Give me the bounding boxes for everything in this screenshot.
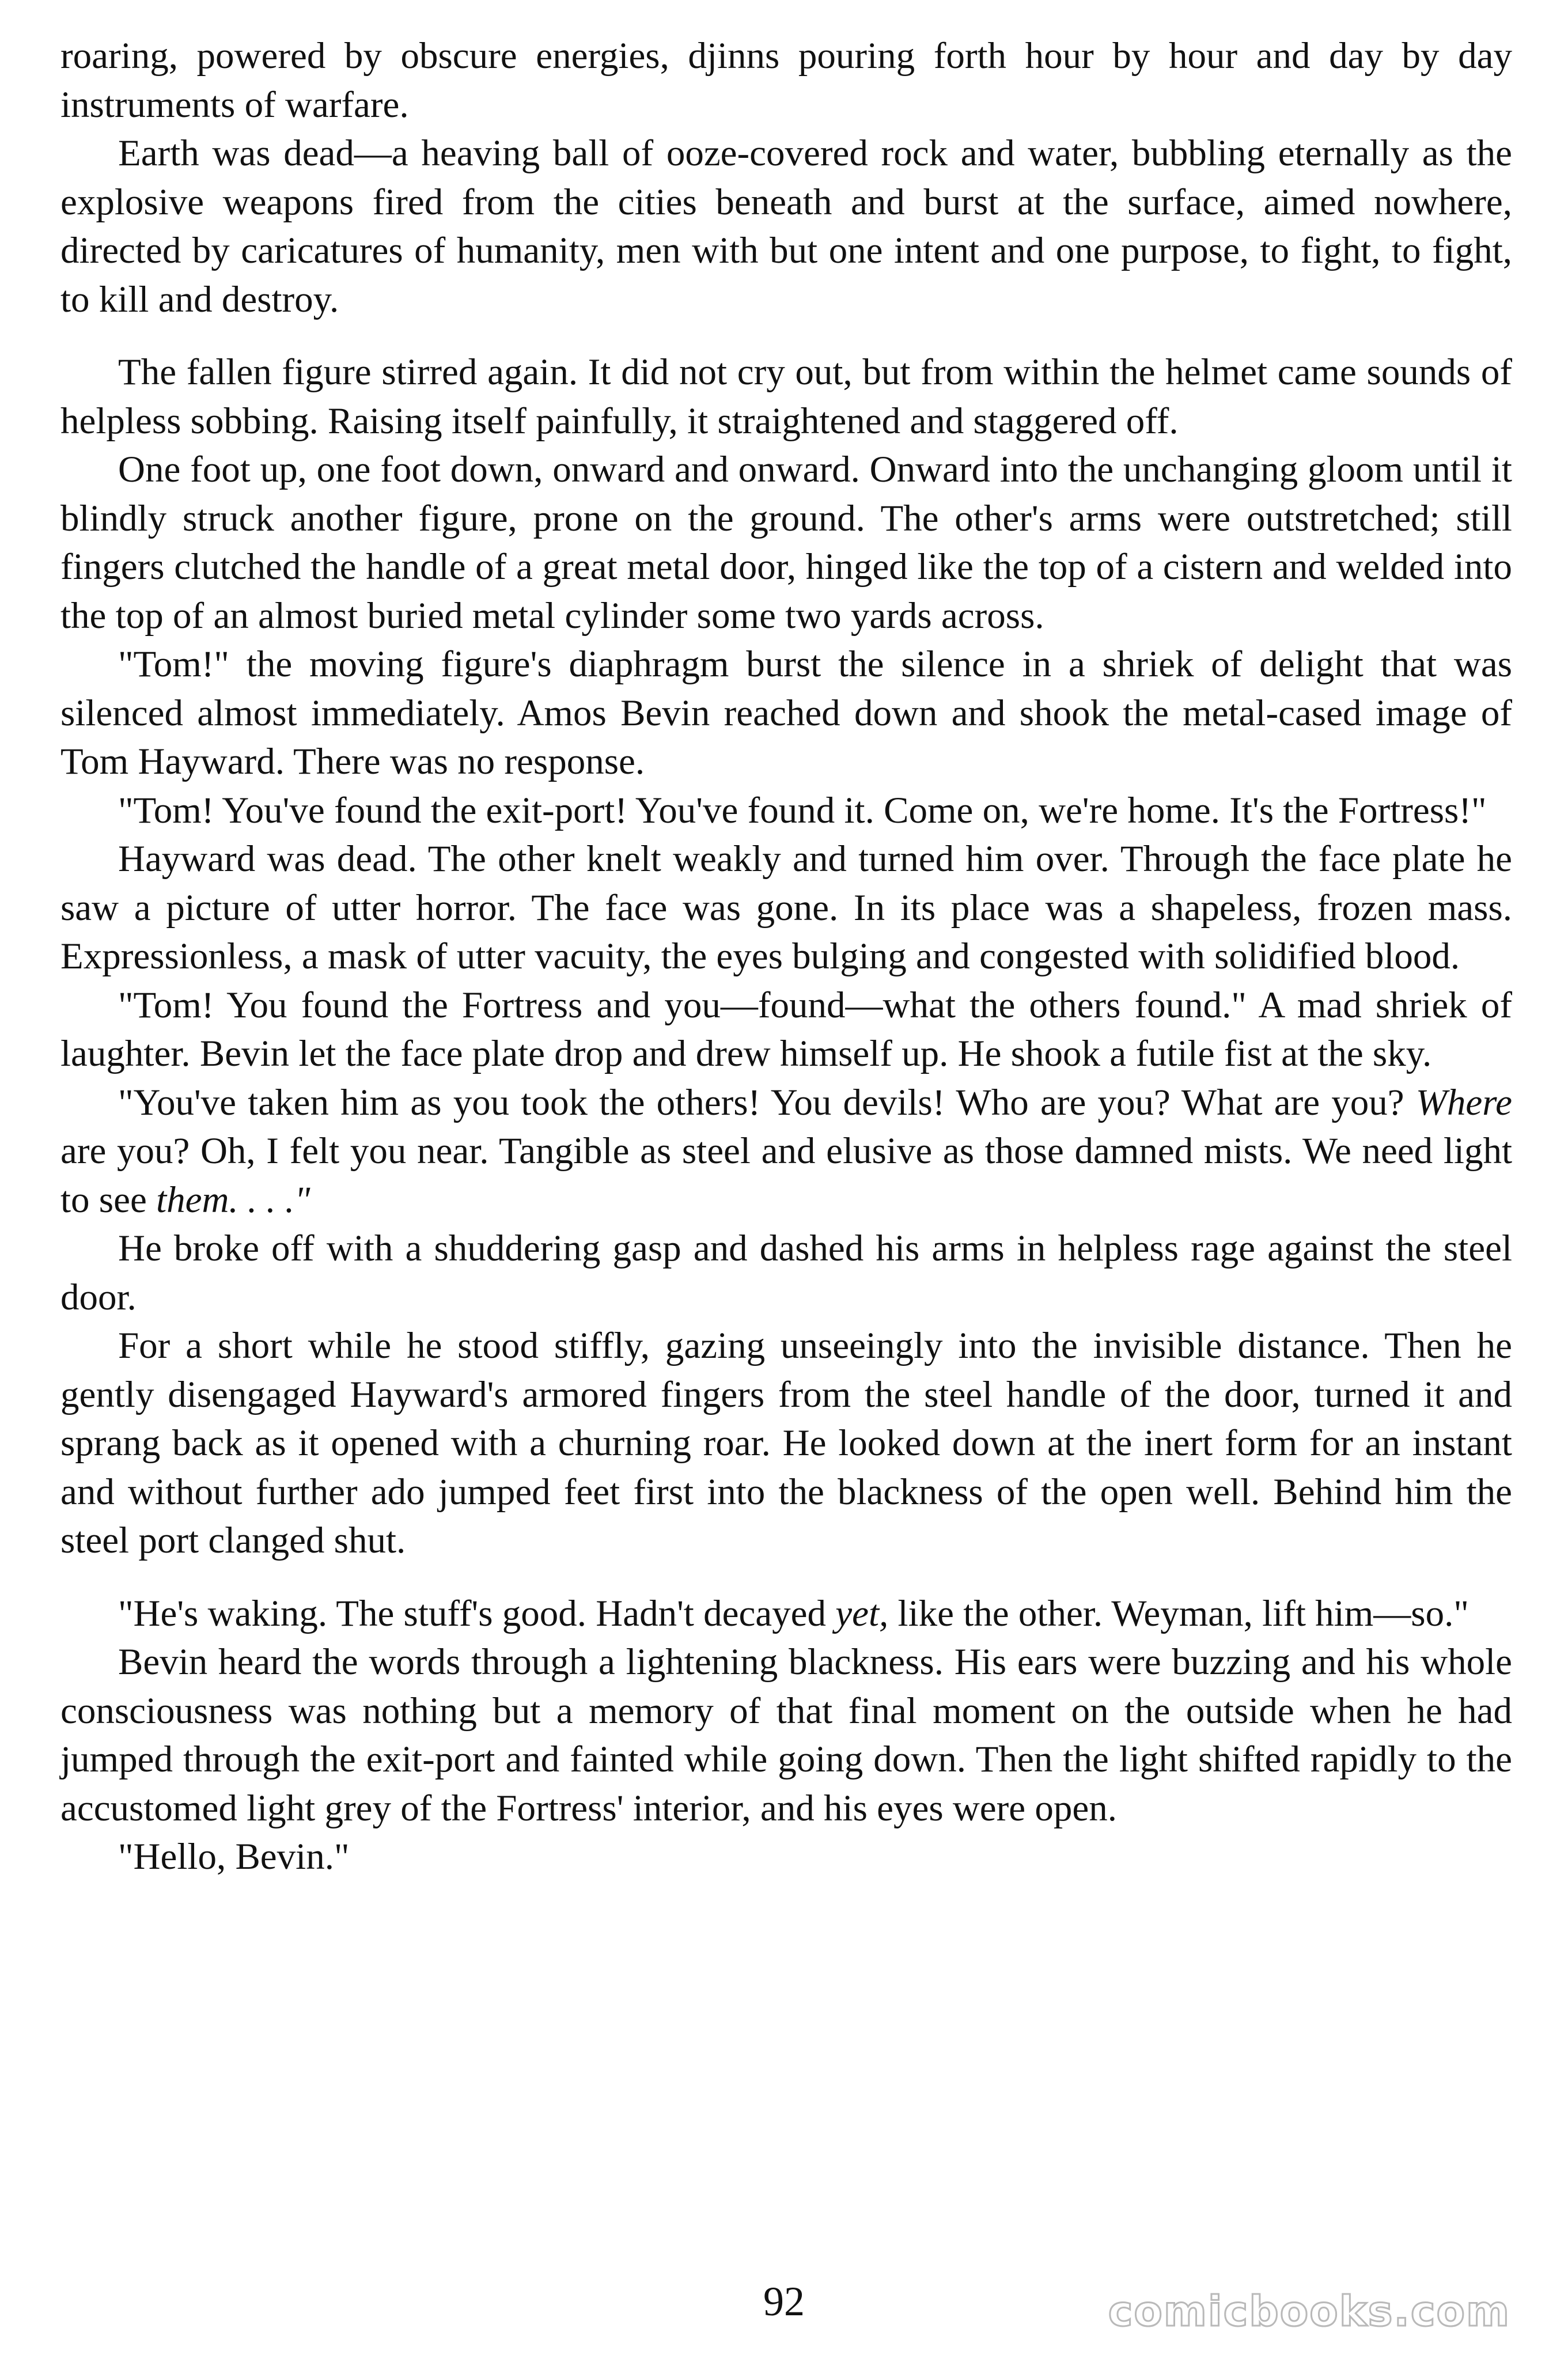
paragraph-tom-shriek: "Tom!" the moving figure's diaphragm burst the silence in a shriek of delight that was silenced almost immediately. Amos Bevin reached down and shook the metal-cased image of Tom Hayward. There was no response. bbox=[60, 643, 1512, 782]
paragraph-one-foot-up: One foot up, one foot down, onward and onward. Onward into the unchanging gloom until it blindly struck another figure, prone on the ground. The other's arms were outstretched; still fingers clutched the handle of a great metal door, hinged like the top of a cistern and welded into the top of an almost buried metal cylinder some two yards across. bbox=[60, 449, 1512, 637]
paragraph-mad-shriek: "Tom! You found the Fortress and you—found—what the others found." A mad shriek of laughter. Bevin let the face plate drop and drew himself up. He shook a futile fist at the sky. bbox=[60, 984, 1512, 1074]
paragraph-continuation: roaring, powered by obscure energies, djinns pouring forth hour by hour and day by day instruments of warfare. bbox=[60, 35, 1512, 126]
paragraph-earth-dead: Earth was dead—a heaving ball of ooze-covered rock and water, bubbling eternally as the explosive weapons fired from the cities beneath and burst at the surface, aimed nowhere, directed by caricatures of humanity, men with but one intent and one purpose, to fight, to fight, to kill and destroy. bbox=[60, 132, 1512, 320]
paragraph-fallen-figure: The fallen figure stirred again. It did not cry out, but from within the helmet came sounds of helpless sobbing. Raising itself painfully, it straightened and staggered off. bbox=[60, 351, 1512, 442]
paragraph-bevin-heard: Bevin heard the words through a lightening blackness. His ears were buzzing and his whole consciousness was nothing but a memory of that final moment on the outside when he had jumped through the exit-port and fainted while going down. Then the light shifted rapidly to the accustomed light grey of the Fortress' interior, and his eyes were open. bbox=[60, 1641, 1512, 1829]
text-run: like the other. Weyman, lift him—so." bbox=[888, 1592, 1469, 1634]
italic-yet: yet, bbox=[835, 1592, 889, 1634]
paragraph-steel-port: For a short while he stood stiffly, gazing unseeingly into the invisible distance. Then he gently disengaged Hayward's armored fingers from the steel handle of the door, turned it and sprang back as it opened with a churning roar. He looked down at the inert form for an instant and without further ado jumped feet first into the blackness of the open well. Behind him the steel port clanged shut. bbox=[60, 1325, 1512, 1561]
page-number: 92 bbox=[763, 2278, 805, 2324]
italic-them: them. . . ." bbox=[156, 1179, 310, 1221]
watermark-logo: comicbooks.com bbox=[1108, 2287, 1510, 2335]
text-run: "He's waking. The stuff's good. Hadn't decayed bbox=[118, 1592, 836, 1634]
paragraph-hello-bevin: "Hello, Bevin." bbox=[118, 1836, 350, 1877]
text-run: are you? Oh, I felt you near. Tangible as steel and elusive as those damned mists. We need light to see bbox=[60, 1130, 1512, 1221]
body-text bbox=[60, 32, 1512, 1881]
italic-where: Where bbox=[1415, 1081, 1512, 1123]
paragraph-hes-waking bbox=[60, 1589, 1512, 1638]
paragraph-exit-port: "Tom! You've found the exit-port! You've found it. Come on, we're home. It's the Fortress!" bbox=[118, 789, 1487, 831]
paragraph-you-devils bbox=[60, 1078, 1512, 1225]
text-run: "You've taken him as you took the others! You devils! Who are you? What are you? bbox=[118, 1081, 1416, 1123]
paragraph-broke-off: He broke off with a shuddering gasp and dashed his arms in helpless rage against the steel door. bbox=[60, 1228, 1512, 1318]
paragraph-hayward-dead: Hayward was dead. The other knelt weakly and turned him over. Through the face plate he saw a picture of utter horror. The face was gone. In its place was a shapeless, frozen mass. Expressionless, a mask of utter vacuity, the eyes bulging and congested with solidified blood. bbox=[60, 838, 1512, 977]
